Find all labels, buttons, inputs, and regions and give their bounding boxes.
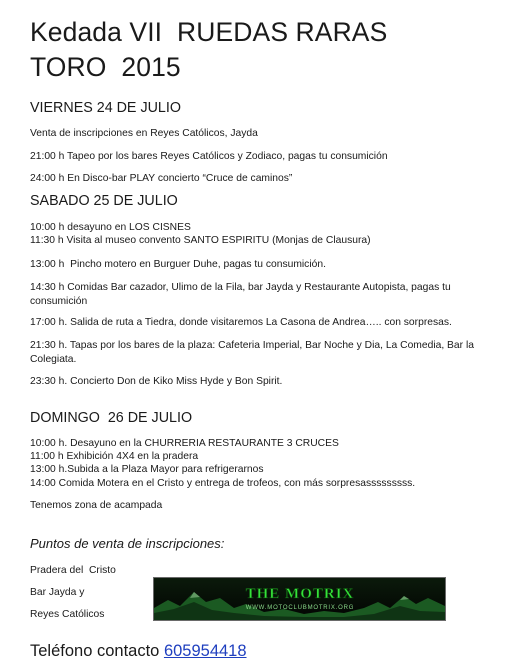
schedule-item: 13:00 h Pincho motero en Burguer Duhe, pagas tu consumición. — [30, 259, 326, 270]
schedule-item: 11:30 h Visita al museo convento SANTO ESPIRITU (Monjas de Clausura) — [30, 235, 371, 246]
sales-points-heading: Puntos de venta de inscripciones: — [30, 536, 225, 551]
sales-point: Reyes Católicos — [30, 609, 105, 620]
schedule-item: 21:30 h. Tapas por los bares de la plaza: Cafeteria Imperial, Bar Noche y Dia, La Comedia, Bar la Colegiata. — [30, 340, 474, 365]
schedule-item: 23:30 h. Concierto Don de Kiko Miss Hyde y Bon Spirit. — [30, 376, 283, 387]
banner-url: WWW.MOTOCLUBMOTRIX.ORG — [245, 605, 355, 611]
phone-label: Teléfono contacto — [30, 642, 164, 660]
sales-point: Bar Jayda y — [30, 587, 85, 598]
contact-phone — [30, 642, 247, 661]
schedule-item: Venta de inscripciones en Reyes Católicos, Jayda — [30, 128, 258, 139]
event-title-line-2: TORO 2015 — [30, 52, 181, 82]
schedule-item: 11:00 h Exhibición 4X4 en la pradera — [30, 451, 199, 462]
schedule-item: 24:00 h En Disco-bar PLAY concierto “Cruce de caminos” — [30, 173, 293, 184]
schedule-item: 14:00 Comida Motera en el Cristo y entrega de trofeos, con más sorpresasssssssss. — [30, 478, 416, 489]
schedule-item: 14:30 h Comidas Bar cazador, Ulimo de la Fila, bar Jayda y Restaurante Autopista, pagas tu consumición — [30, 282, 451, 307]
saturday-heading: SABADO 25 DE JULIO — [30, 193, 178, 209]
schedule-item: 21:00 h Tapeo por los bares Reyes Católicos y Zodiaco, pagas tu consumición — [30, 151, 388, 162]
schedule-item: 17:00 h. Salida de ruta a Tiedra, donde visitaremos La Casona de Andrea….. con sorpresas. — [30, 317, 452, 328]
camping-note: Tenemos zona de acampada — [30, 500, 163, 511]
sales-point: Pradera del Cristo — [30, 565, 116, 576]
schedule-item: 10:00 h. Desayuno en la CHURRERIA RESTAURANTE 3 CRUCES — [30, 438, 339, 449]
mountain-logo-image — [154, 578, 445, 620]
schedule-item: 10:00 h desayuno en LOS CISNES — [30, 222, 191, 233]
sunday-heading: DOMINGO 26 DE JULIO — [30, 410, 193, 426]
phone-link[interactable]: 605954418 — [163, 642, 247, 660]
friday-heading: VIERNES 24 DE JULIO — [30, 100, 181, 116]
banner-title: THE MOTRIX — [245, 586, 355, 602]
event-title-line-1: Kedada VII RUEDAS RARAS — [30, 17, 388, 47]
motoclub-banner[interactable] — [153, 577, 446, 621]
schedule-item: 13:00 h.Subida a la Plaza Mayor para refrigerarnos — [30, 464, 264, 475]
